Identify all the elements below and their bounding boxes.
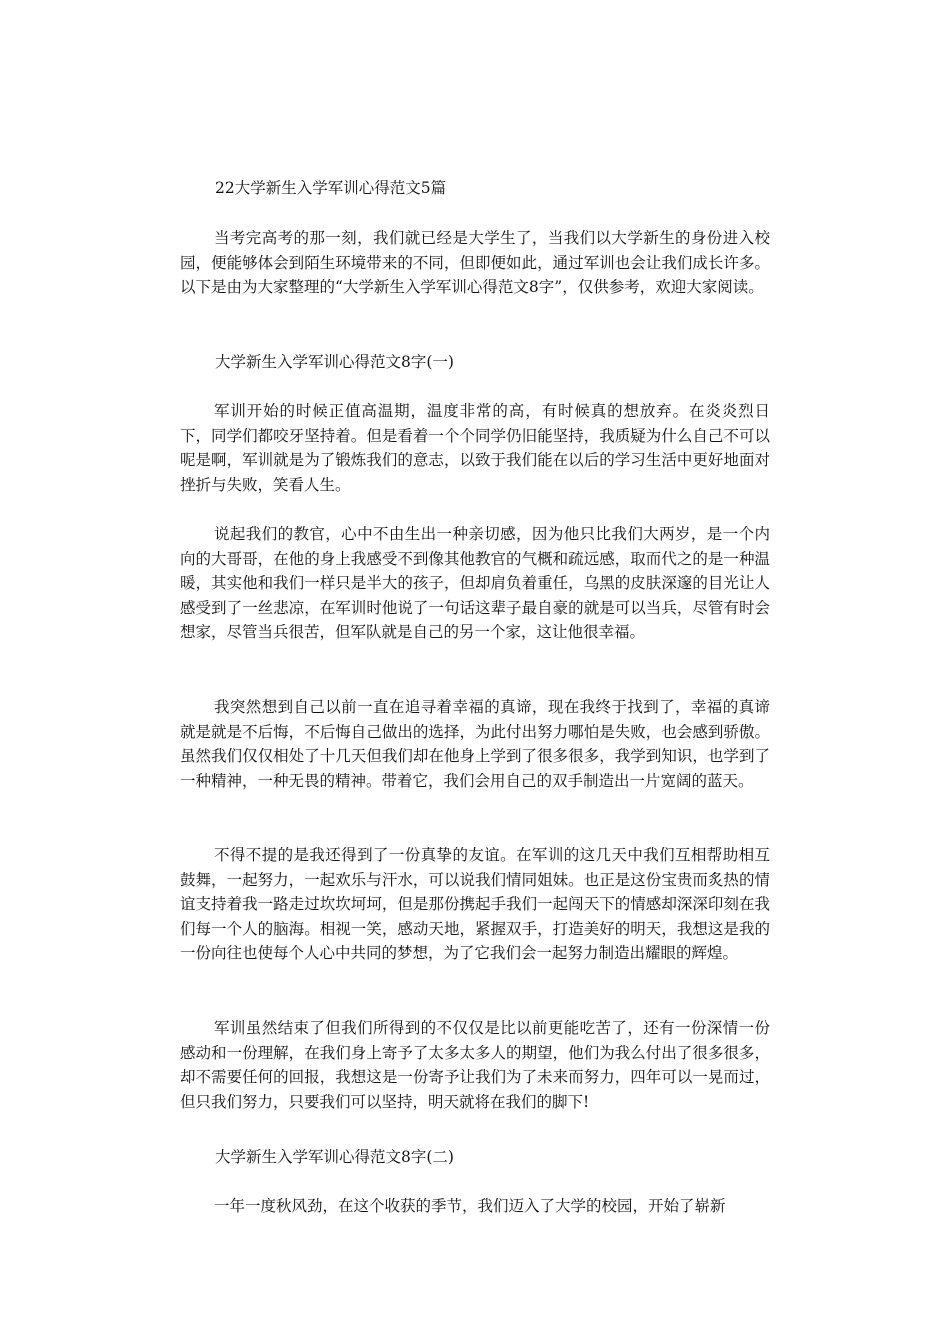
section-1-paragraph-5: 军训虽然结束了但我们所得到的不仅仅是比以前更能吃苦了，还有一份深情一份感动和一份理解，在我们身上寄予了太多太多人的期望，他们为我么付出了很多很多，却不需要任何的回报，我想这是一份寄予让我们为了未来而努力，四年可以一晃而过，但只我们努力，只要我们可以坚持，明天就将在我们的脚下! [180, 1019, 770, 1111]
document-title: 22大学新生入学军训心得范文5篇 [215, 179, 447, 197]
section-1-paragraph-1: 军训开始的时候正值高温期，温度非常的高，有时候真的想放弃。在炎炎烈日下，同学们都咬牙坚持着。但是看着一个个同学仍旧能坚持，我质疑为什么自己不可以呢是啊，军训就是为了锻炼我们的意志，以致于我们能在以后的学习生活中更好地面对挫折与失败，笑看人生。 [180, 402, 770, 494]
intro-paragraph: 当考完高考的那一刻，我们就已经是大学生了，当我们以大学新生的身份进入校园，便能够体会到陌生环境带来的不同，但即便如此，通过军训也会让我们成长许多。以下是由为大家整理的“大学新生入学军训心得范文8字”，仅供参考，欢迎大家阅读。 [180, 229, 770, 297]
section-2-heading: 大学新生入学军训心得范文8字(二) [215, 1148, 454, 1166]
section-1-paragraph-4: 不得不提的是我还得到了一份真挚的友谊。在军训的这几天中我们互相帮助相互鼓舞，一起努力，一起欢乐与汗水，可以说我们情同姐妹。也正是这份宝贵而炙热的情谊支持着我一路走过坎坎坷坷，但是那份携起手我们一起闯天下的情感却深深印刻在我们每一个人的脑海。相视一笑，感动天地，紧握双手，打造美好的明天，我想这是我的一份向往也使每个人心中共同的梦想，为了它我们会一起努力制造出耀眼的辉煌。 [180, 846, 770, 963]
section-1-paragraph-2: 说起我们的教官，心中不由生出一种亲切感，因为他只比我们大两岁，是一个内向的大哥哥，在他的身上我感受不到像其他教官的气概和疏远感，取而代之的是一种温暖，其实他和我们一样只是半大的孩子，但却肩负着重任，乌黑的皮肤深邃的目光让人感受到了一丝悲凉，在军训时他说了一句话这辈子最自豪的就是可以当兵，尽管有时会想家，尽管当兵很苦，但军队就是自己的另一个家，这让他很幸福。 [180, 525, 770, 642]
section-1-paragraph-3: 我突然想到自己以前一直在追寻着幸福的真谛，现在我终于找到了，幸福的真谛就是就是不后悔，不后悔自己做出的选择，为此付出努力哪怕是失败，也会感到骄傲。虽然我们仅仅相处了十几天但我们却在他身上学到了很多很多，我学到知识，也学到了一种精神，一种无畏的精神。带着它，我们会用自己的双手制造出一片宽阔的蓝天。 [180, 698, 770, 790]
section-2-paragraph-1: 一年一度秋风劲，在这个收获的季节，我们迈入了大学的校园，开始了崭新 [214, 1197, 726, 1215]
section-1-heading: 大学新生入学军训心得范文8字(一) [215, 353, 454, 371]
